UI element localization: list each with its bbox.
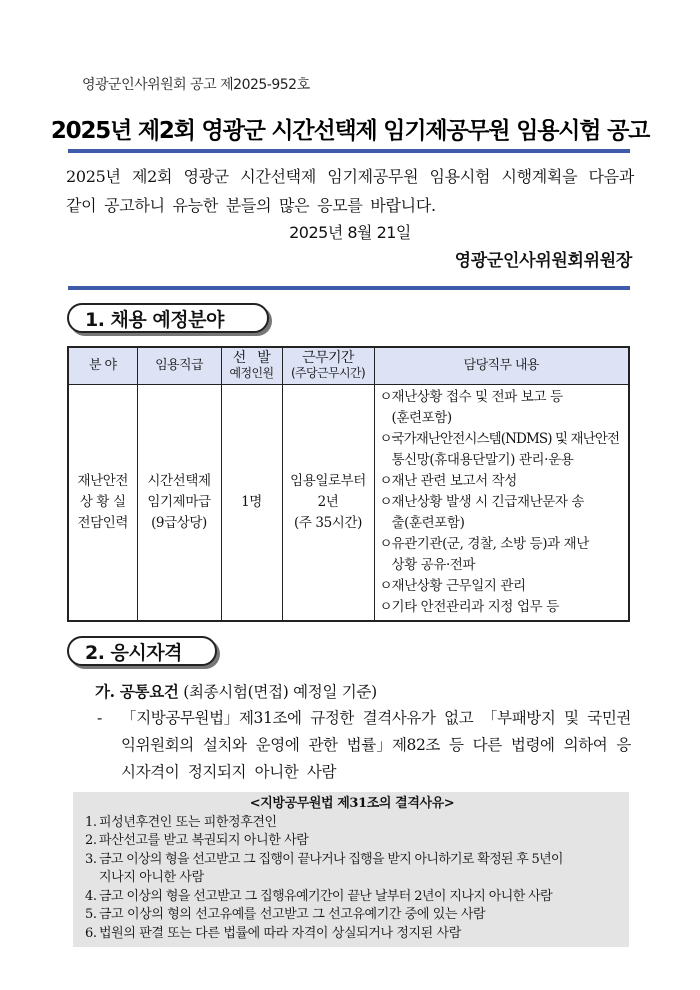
duty-text: 재난 관련 보고서 작성	[391, 473, 517, 489]
item-text-wrap: 지나지 아니한 사람	[99, 870, 204, 885]
duty-item	[380, 492, 623, 534]
item-number: 5.	[85, 907, 97, 922]
duty-text: 기타 안전관리과 지정 업무 등	[391, 599, 559, 615]
circle-bullet-icon: ㅇ	[379, 389, 393, 405]
item-number: 4.	[85, 888, 97, 904]
duty-item	[380, 597, 623, 618]
cell-line: 상 황 실	[79, 494, 126, 510]
duty-text: 재난상황 근무일지 관리	[391, 578, 526, 594]
intro-line: 2025년 제2회 영광군 시간선택제 임기제공무원 임용시험 시행계획을 다음과	[66, 167, 634, 186]
circle-bullet-icon: ㅇ	[379, 431, 393, 447]
circle-bullet-icon: ㅇ	[379, 473, 393, 489]
item-text: 금고 이상의 형의 선고유예를 선고받고 그 선고유예기간 중에 있는 사람	[99, 907, 486, 922]
circle-bullet-icon: ㅇ	[379, 536, 393, 552]
signer: 영광군인사위원회위원장	[454, 251, 632, 271]
header-count-line1: 선 발	[232, 350, 271, 366]
duty-item	[380, 429, 623, 471]
duty-text: 재난상황 발생 시 긴급재난문자 송	[391, 494, 585, 510]
item-text: 파산선고를 받고 복권되지 아니한 사람	[99, 833, 309, 848]
cell-line: 시간선택제	[147, 473, 211, 489]
circle-bullet-icon: ㅇ	[379, 599, 393, 615]
disqualification-title: <지방공무원법 제31조의 결격사유>	[249, 796, 455, 811]
cell-count: 1명	[221, 385, 282, 622]
requirement-text: 「지방공무원법」제31조에 규정한 결격사유가 없고 「부패방지 및 국민권익위원회의 설치와 운영에 관한 법률」제82조 등 다른 법령에 의하여 응시자격이 정지되지 아니한 사람	[121, 709, 631, 781]
circle-bullet-icon: ㅇ	[379, 578, 393, 594]
duty-text-cont: 출(훈련포함)	[391, 515, 465, 531]
cell-line: (주 35시간)	[294, 515, 362, 531]
cell-line: 2년	[317, 494, 339, 510]
header-duties: 담당직무 내용	[374, 347, 629, 385]
item-number: 3.	[85, 851, 97, 867]
header-grade: 임용직급	[137, 347, 221, 385]
requirements-label: 가. 공통요건	[95, 682, 179, 701]
disqualification-item	[85, 888, 619, 907]
section-heading-eligibility: 2. 응시자격	[67, 636, 217, 666]
duty-item	[380, 387, 623, 429]
header-count-line2: 예정인원	[229, 366, 274, 380]
dash-bullet-icon: -	[97, 709, 102, 727]
disqualification-item	[85, 851, 619, 888]
title-rule-bottom	[68, 286, 630, 290]
cell-field	[68, 385, 137, 622]
duty-item	[380, 534, 623, 576]
page-title: 2025년 제2회 영광군 시간선택제 임기제공무원 임용시험 공고	[50, 118, 650, 144]
duty-text-cont: (훈련포함)	[391, 410, 452, 426]
table-row	[68, 385, 629, 622]
item-number: 6.	[85, 925, 97, 941]
cell-duties	[374, 385, 629, 622]
circle-bullet-icon: ㅇ	[379, 494, 393, 510]
recruitment-table	[67, 346, 630, 622]
notice-number: 영광군인사위원회 공고 제2025-952호	[82, 77, 310, 93]
cell-line: 임기제마급	[147, 494, 211, 510]
duty-text-cont: 상황 공유·전파	[391, 557, 476, 573]
common-requirements-heading	[95, 680, 377, 702]
disqualification-item	[85, 925, 619, 944]
cell-line: 임용일로부터	[290, 473, 366, 489]
item-text: 금고 이상의 형을 선고받고 그 집행이 끝나거나 집행을 받지 아니하기로 확정된 후 5년이	[99, 851, 563, 867]
item-text: 피성년후견인 또는 피한정후견인	[99, 814, 277, 830]
requirements-note: (최종시험(면접) 예정일 기준)	[183, 683, 377, 701]
table-header-row	[68, 347, 629, 385]
item-text: 법원의 판결 또는 다른 법률에 따라 자격이 상실되거나 정지된 사람	[99, 925, 461, 941]
item-number: 1.	[85, 814, 97, 830]
duty-text: 국가재난안전시스템(NDMS) 및 재난안전	[391, 431, 620, 447]
duty-text: 유관기관(군, 경찰, 소방 등)과 재난	[391, 536, 589, 552]
cell-line: 재난안전	[77, 473, 129, 489]
publication-date: 2025년 8월 21일	[289, 223, 411, 242]
disqualification-item	[85, 906, 619, 925]
title-rule-top	[68, 149, 630, 153]
duty-item	[380, 471, 623, 492]
intro-paragraph	[66, 162, 634, 220]
duty-item	[380, 576, 623, 597]
section-heading-recruitment: 1. 채용 예정분야	[67, 303, 269, 333]
item-number: 2.	[85, 833, 97, 848]
header-period-line2: (주당근무시간)	[290, 366, 366, 380]
disqualification-item	[85, 814, 619, 833]
duty-text: 재난상황 접수 및 전파 보고 등	[391, 389, 563, 405]
cell-period	[282, 385, 374, 622]
disqualification-item	[85, 832, 619, 851]
cell-line: 전담인력	[77, 515, 129, 531]
cell-grade	[137, 385, 221, 622]
cell-line: (9급상당)	[151, 515, 207, 531]
header-period-line1: 근무기간	[302, 350, 354, 366]
disqualification-box	[73, 792, 629, 947]
item-text: 금고 이상의 형을 선고받고 그 집행유예기간이 끝난 날부터 2년이 지나지 아니한 사람	[99, 888, 553, 904]
header-field: 분 야	[68, 347, 137, 385]
header-period	[282, 347, 374, 385]
requirement-item	[97, 705, 631, 786]
duty-text-cont: 통신망(휴대용단말기) 관리·운용	[391, 452, 574, 468]
header-count	[221, 347, 282, 385]
intro-line: 같이 공고하니 유능한 분들의 많은 응모를 바랍니다.	[66, 196, 436, 215]
